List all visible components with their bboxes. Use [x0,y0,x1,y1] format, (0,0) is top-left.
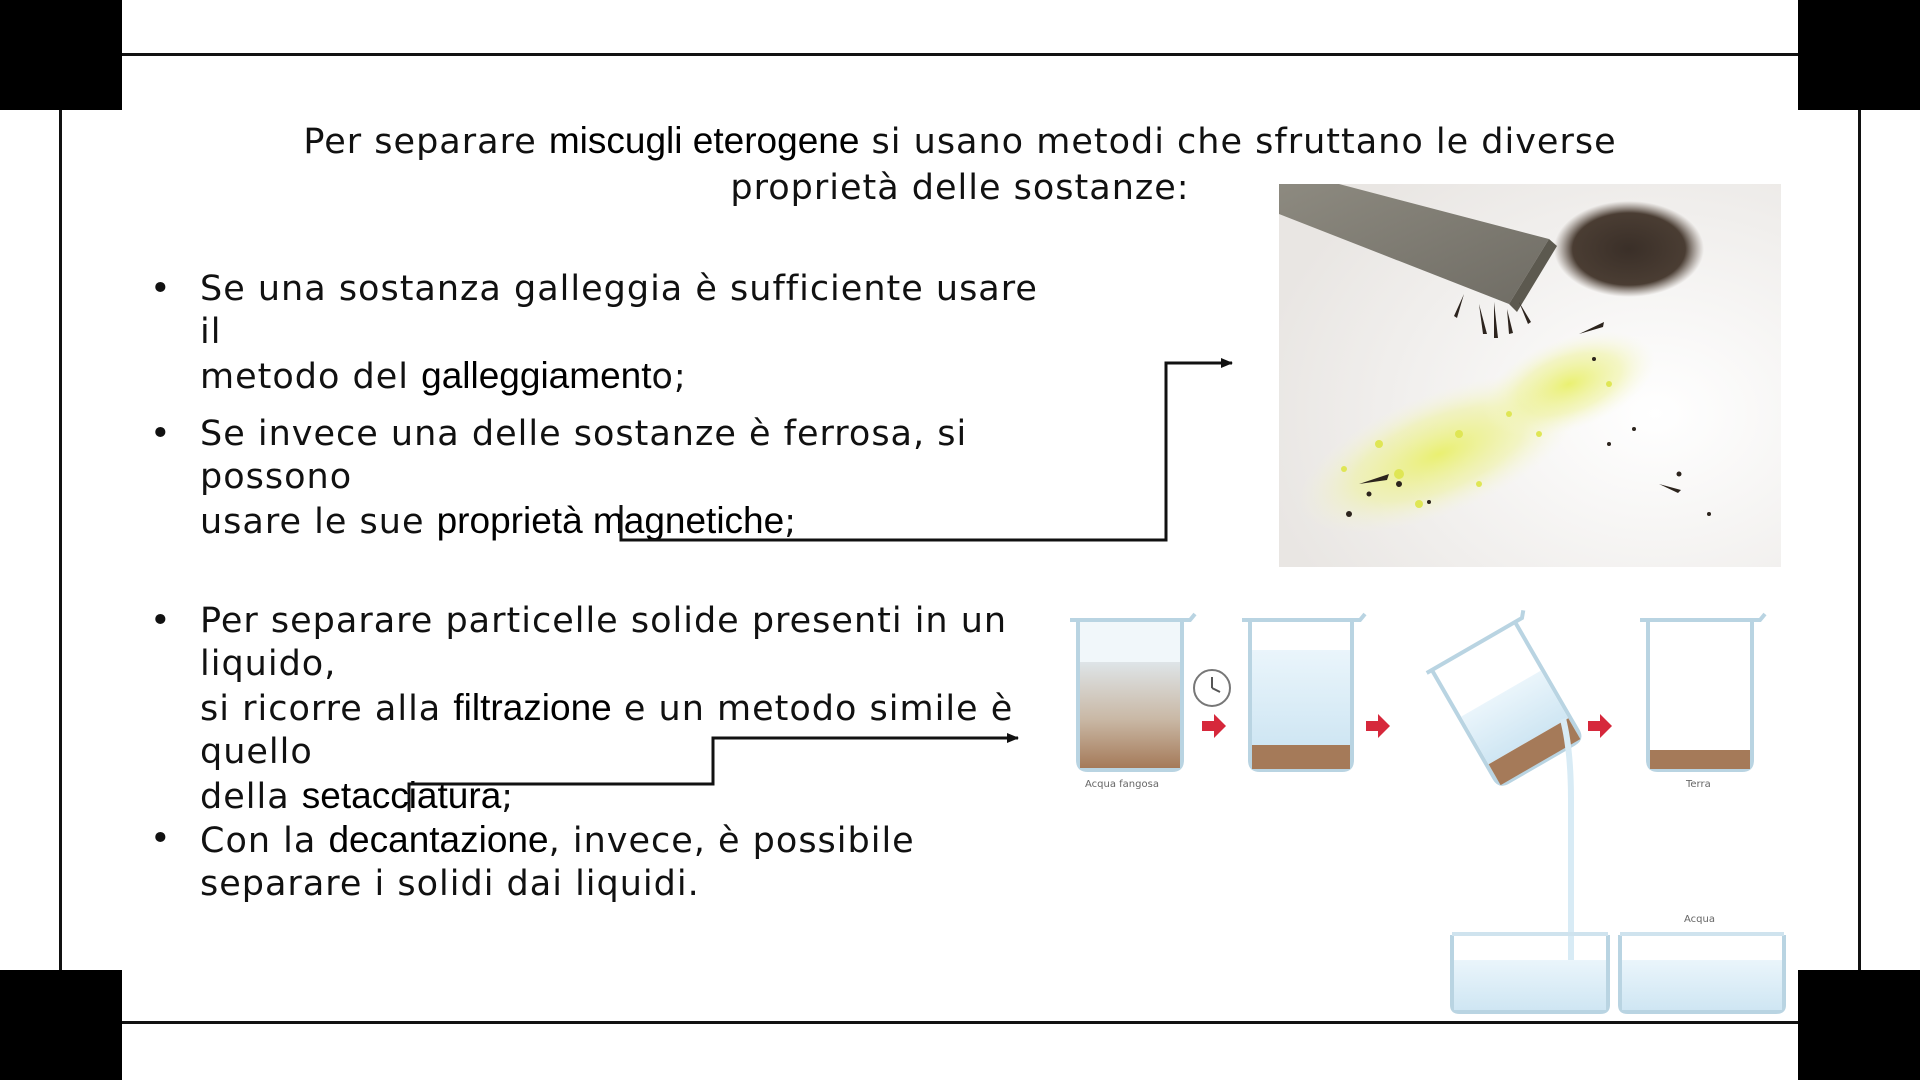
bullet-line-part: metodo del [200,357,422,397]
bullet-line-part: e un metodo simile è quello [200,689,1014,772]
intro-suffix: si usano metodi che sfruttano le diverse proprietà delle sostanze: [730,122,1617,208]
label-water: Acqua [1684,914,1715,925]
bullet-marker: • [150,269,172,309]
bullet-line-part: Con la [200,821,329,861]
magnet-separation-photo [1279,184,1781,567]
bullet-marker: • [150,819,172,859]
bullet-keyword: decantazione [328,819,549,860]
intro-prefix: Per separare [303,122,549,162]
label-soil: Terra [1686,779,1711,790]
basin-left [1452,932,1608,1012]
red-arrow-icon [1588,714,1612,738]
bullet-keyword: proprietà magnetiche [436,500,785,541]
beaker-soil [1640,614,1765,770]
basin-right [1620,932,1784,1012]
red-arrow-icon [1202,714,1226,738]
bullet-line: separare i solidi dai liquidi. [200,864,700,904]
bullet-line: Per separare particelle solide presenti in un liquido, [200,601,1008,684]
intro-keyword: miscugli eterogene [548,120,860,161]
decantation-diagram [1060,600,1800,1020]
bullet-line: Se invece una delle sostanze è ferrosa, si possono [200,414,968,497]
bullet-keyword: filtrazione [453,687,612,728]
pouring-stream [1560,718,1574,995]
bullet-line-part: usare le sue [200,502,437,542]
bullet-line-part: ; [501,777,515,817]
bullet-line: Se una sostanza galleggia è sufficiente usare il [200,269,1038,352]
arrow-to-decantation-diagram [409,738,1018,812]
clock-icon [1194,670,1230,706]
label-muddy-water: Acqua fangosa [1085,779,1159,790]
bullet-line-part: o; [651,357,687,397]
red-arrow-icon [1366,714,1390,738]
beaker-settled [1242,614,1365,770]
bullet-line-part: della [200,777,302,817]
bullet-line-part: si ricorre alla [200,689,454,729]
bullet-marker: • [150,414,172,454]
bullet-keyword: setacciatura [301,775,502,816]
beaker-muddy-water [1070,614,1195,770]
arrow-to-magnet-photo [621,363,1232,540]
bullet-line-part: , invece, è possibile [548,821,915,861]
bullet-marker: • [150,601,172,641]
bullet-keyword: galleggiament [421,355,652,396]
bullet-line-part: ; [784,502,798,542]
